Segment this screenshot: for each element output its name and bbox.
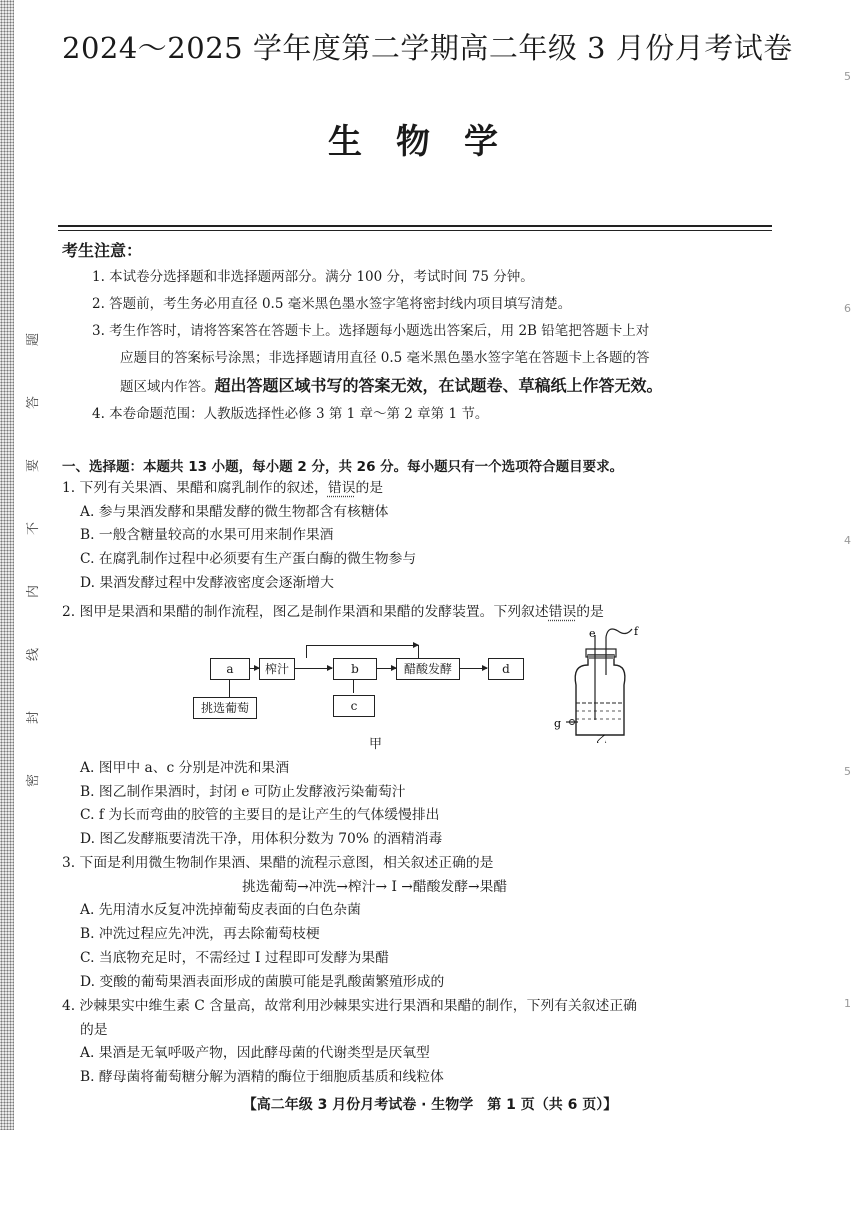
seal-char: 密	[26, 773, 42, 788]
question-stem-continued: 的是	[80, 1021, 108, 1038]
option-b: B. 一般含糖量较高的水果可用来制作果酒	[80, 527, 334, 544]
option-b: B. 冲洗过程应先冲洗，再去除葡萄枝梗	[80, 926, 320, 943]
label-g: g	[554, 717, 562, 730]
edge-mark: 6	[844, 301, 851, 315]
notice-item-continued	[92, 372, 782, 401]
subject-title: 生物学	[328, 122, 532, 162]
seal-char: 封	[26, 710, 42, 725]
notice-item-tail: 题区域内作答。	[120, 379, 215, 395]
stem-text: 的是	[576, 604, 604, 620]
notice-item: 3. 考生作答时，请将答案答在答题卡上。选择题每小题选出答案后，用 2B 铅笔把答题卡上对	[92, 323, 650, 339]
process-flow-text: 挑选葡萄→冲洗→榨汁→ Ⅰ →醋酸发酵→果醋	[242, 878, 508, 895]
flow-arrow	[376, 668, 396, 669]
stem-text: 的是	[355, 480, 384, 496]
option-c: C. 在腐乳制作过程中必须要有生产蛋白酶的微生物参与	[80, 551, 417, 568]
exam-title: 2024～2025 学年度第二学期高二年级 3 月份月考试卷	[62, 31, 793, 65]
seal-char: 要	[26, 458, 42, 473]
option-c: C. f 为长而弯曲的胶管的主要目的是让产生的气体缓慢排出	[80, 807, 440, 824]
flow-box-a: a	[210, 658, 250, 680]
option-d: D. 变酸的葡萄果酒表面形成的菌膜可能是乳酸菌繁殖形成的	[80, 973, 445, 990]
flowchart-jia	[193, 655, 533, 745]
stem-emphasis: 错误	[548, 604, 577, 620]
seal-char: 题	[26, 332, 42, 347]
figure-caption-jia: 甲	[369, 737, 383, 752]
stem-emphasis: 错误	[327, 480, 356, 496]
option-c: C. 当底物充足时，不需经过 Ⅰ 过程即可发酵为果醋	[80, 949, 389, 966]
question-stem	[62, 477, 782, 501]
page-edge-marks	[844, 70, 856, 1010]
option-a: A. 先用清水反复冲洗掉葡萄皮表面的白色杂菌	[80, 902, 361, 919]
notice-item: 2. 答题前，考生务必用直径 0.5 毫米黑色墨水签字笔将密封线内项目填写清楚。	[92, 296, 572, 312]
question-4	[62, 995, 782, 1090]
edge-mark: 4	[844, 533, 851, 547]
option-b: B. 酵母菌将葡萄糖分解为酒精的酶位于细胞质基质和线粒体	[80, 1069, 444, 1086]
question-stem: 3. 下面是利用微生物制作果酒、果醋的流程示意图，相关叙述正确的是	[62, 855, 494, 871]
option-a: A. 参与果酒发酵和果醋发酵的微生物都含有核糖体	[80, 503, 389, 520]
flask-drawing	[548, 625, 648, 743]
flow-box-c: c	[333, 695, 375, 717]
flow-box-b: b	[333, 658, 377, 680]
notice-block	[92, 264, 782, 428]
flow-bypass-top	[306, 645, 418, 646]
flow-box-juice: 榨汁	[259, 658, 295, 680]
question-1	[62, 477, 782, 596]
notice-emphasis: 超出答题区域书写的答案无效，在试题卷、草稿纸上作答无效。	[214, 376, 663, 395]
binding-strip	[0, 0, 14, 1130]
option-d: D. 图乙发酵瓶要清洗干净，用体积分数为 70% 的酒精消毒	[80, 831, 443, 848]
question-stem: 4. 沙棘果实中维生素 C 含量高，故常利用沙棘果实进行果酒和果醋的制作，下列有关叙述正确	[62, 998, 637, 1014]
flow-box-vinegar: 醋酸发酵	[396, 658, 460, 680]
question-stem	[62, 601, 782, 625]
option-d: D. 果酒发酵过程中发酵液密度会逐渐增大	[80, 574, 334, 591]
seal-char: 线	[26, 647, 42, 662]
notice-item-continued: 应题目的答案标号涂黑；非选择题请用直径 0.5 毫米黑色墨水签字笔在答题卡上各题的答	[120, 350, 650, 366]
flow-arrow	[459, 668, 487, 669]
seal-char: 不	[26, 521, 42, 536]
stem-text: 2. 图甲是果酒和果醋的制作流程，图乙是制作果酒和果醋的发酵装置。下列叙述	[62, 604, 549, 620]
notice-item: 4. 本卷命题范围：人教版选择性必修 3 第 1 章～第 2 章第 1 节。	[92, 406, 489, 422]
label-e: e	[589, 627, 596, 640]
option-a: A. 果酒是无氧呼吸产物，因此酵母菌的代谢类型是厌氧型	[80, 1045, 430, 1062]
fermentation-apparatus	[548, 625, 648, 743]
page-footer: 【高二年级 3 月份月考试卷 · 生物学 第 1 页（共 6 页）】	[242, 1097, 618, 1113]
option-a: A. 图甲中 a、c 分别是冲洗和果酒	[80, 760, 290, 776]
notice-heading: 考生注意：	[62, 241, 143, 260]
edge-mark: 5	[844, 765, 851, 779]
question-2	[62, 601, 782, 625]
edge-mark: 1	[844, 997, 851, 1010]
seal-char: 答	[26, 395, 42, 410]
figure-caption-yi: 乙	[596, 733, 607, 743]
question-3	[62, 852, 782, 994]
flow-arrow	[294, 668, 332, 669]
seal-line-text	[22, 330, 42, 790]
flow-box-select: 挑选葡萄	[193, 697, 257, 719]
flow-box-d: d	[488, 658, 524, 680]
label-f: f	[634, 625, 639, 638]
stem-text: 1. 下列有关果酒、果醋和腐乳制作的叙述，	[62, 480, 328, 496]
title-rule-thick	[58, 225, 772, 227]
flow-bypass-down	[418, 645, 419, 658]
question-2-options	[62, 757, 782, 852]
title-rule-thin	[58, 230, 772, 231]
section-heading: 一、选择题：本题共 13 小题，每小题 2 分，共 26 分。每小题只有一个选项符合题目要求。	[62, 459, 624, 475]
flow-down-to-c	[353, 679, 354, 693]
notice-item: 1. 本试卷分选择题和非选择题两部分。满分 100 分，考试时间 75 分钟。	[92, 269, 534, 285]
option-b: B. 图乙制作果酒时，封闭 e 可防止发酵液污染葡萄汁	[80, 783, 406, 800]
edge-mark: 5	[844, 70, 851, 83]
flow-arrow	[249, 668, 259, 669]
seal-char: 内	[26, 584, 42, 599]
flow-up-arrow	[229, 679, 230, 697]
flow-bypass	[306, 645, 307, 658]
